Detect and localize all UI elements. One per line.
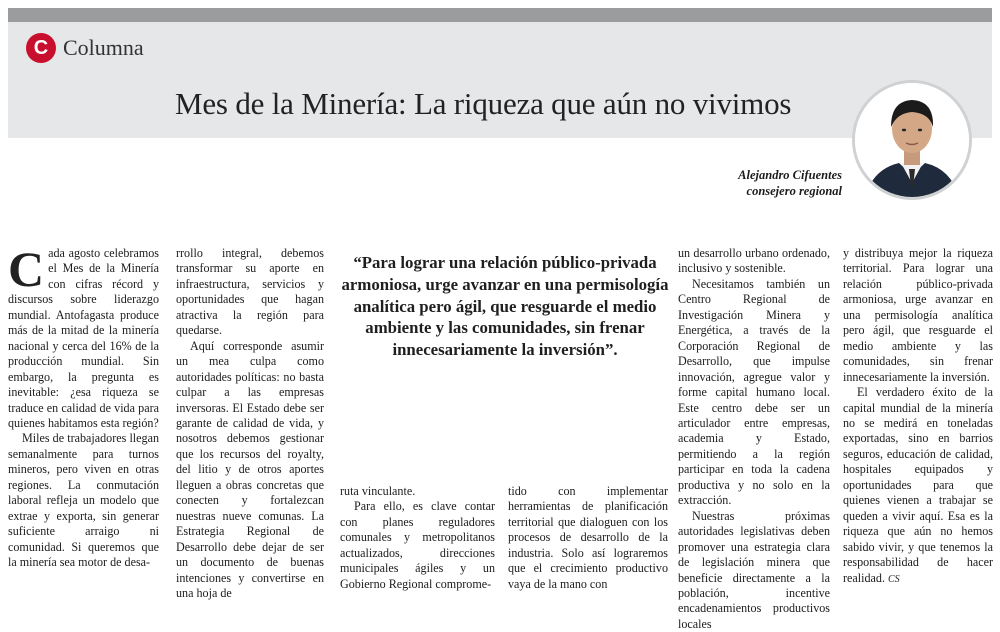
article-column-4 xyxy=(508,484,668,592)
column-logo: C xyxy=(26,33,56,63)
article-column-5 xyxy=(678,246,830,632)
article-column-2 xyxy=(176,246,324,601)
pull-quote: “Para lograr una relación público-privada armoniosa, urge avanzar en una permisología analítica pero ágil, que resguarde el medio ambiente y las comunidades, sin frenar innecesariamente la inversión”. xyxy=(341,253,669,360)
top-bar xyxy=(8,8,992,22)
article-column-3 xyxy=(340,484,495,592)
paragraph: El verdadero éxito de la capital mundial de la minería no se medirá en toneladas exportadas, sino en barrios seguros, educación de calidad, hospitales equipados y oportunidades para que quienes vienen a trabajar se queden a vivir aquí. Esa es la riqueza que aún no hemos sabido vivir, y que tenemos la responsabilidad de hacer realidad. CS xyxy=(843,385,993,585)
drop-cap: C xyxy=(8,241,45,297)
author-portrait-icon xyxy=(855,83,969,197)
paragraph: un desarrollo urbano ordenado, inclusivo y sostenible. xyxy=(678,246,830,276)
paragraph: tido con implementar herramientas de planificación territorial que dialoguen con los procesos de desarrollo de la industria. Solo así lograremos que el crecimiento productivo vaya de la mano con xyxy=(508,484,668,591)
paragraph: Aquí corresponde asumir un mea culpa como autoridades políticas: no basta culpar a las empresas inversoras. El Estado debe ser garante de calidad de vida, y nosotros debemos gestionar que los recursos del royalty, del litio y de otros aportes lleguen a obras concretas que conecten y fortalezcan nuestras nueve comunas. La Estrategia Regional de Desarrollo debe dejar de ser un documento de buenas intenciones y convertirse en una hoja de xyxy=(176,338,324,600)
paragraph: Necesitamos también un Centro Regional de Investigación Minera y Energética, a través de la Corporación Regional de Desarrollo, que impulse innovación, agregue valor y forme capital humano local. Este centro debe ser un articulador entre empresas, academia y Estado, permitiendo a la región participar en toda la cadena productiva y no solo en la extracción. xyxy=(678,276,830,508)
paragraph: Para ello, es clave contar con planes reguladores comunales y metropolitanos actualizados, direcciones municipales ágiles y un Gobierno Regional comprome- xyxy=(340,499,495,591)
article-column-6 xyxy=(843,246,993,587)
author-role: consejero regional xyxy=(746,184,842,198)
section-label: Columna xyxy=(63,35,144,60)
author-photo xyxy=(852,80,972,200)
paragraph: Nuestras próximas autoridades legislativas deben promover una estrategia clara de legislación minera que beneficie directamente a la población, incentive encadenamientos productivos locales xyxy=(678,508,830,631)
article-column-1 xyxy=(8,241,159,571)
paragraph: y distribuya mejor la riqueza territorial. Para lograr una relación público-privada armoniosa, urge avanzar en una permisología analítica pero ágil, que resguarde el medio ambiente y las comunidades, sin frenar innecesariamente la inversión. xyxy=(843,246,993,384)
paragraph: Cada agosto celebramos el Mes de la Minería con cifras récord y discursos sobre liderazgo mundial. Antofagasta produce más de la mitad de la minería nacional y cerca del 16% de la producción mundial. Sin embargo, la pregunta es inevitable: ¿esa riqueza se traduce en calidad de vida para quienes habitamos esta región? xyxy=(8,241,159,430)
end-mark-icon: CS xyxy=(888,573,900,585)
paragraph: Miles de trabajadores llegan semanalmente para turnos mineros, pero viven en otras regiones. La conmutación laboral refleja un modelo que extrae y exporta, sin generar suficiente arraigo ni comunidad. Si queremos que la minería sea motor de desa- xyxy=(8,431,159,570)
author-name: Alejandro Cifuentes xyxy=(738,168,842,182)
paragraph: rrollo integral, debemos transformar su aporte en infraestructura, servicios y oportunidades que hagan atractiva la región para quedarse. xyxy=(176,246,324,338)
headline: Mes de la Minería: La riqueza que aún no vivimos xyxy=(175,86,792,121)
paragraph: ruta vinculante. xyxy=(340,484,416,498)
